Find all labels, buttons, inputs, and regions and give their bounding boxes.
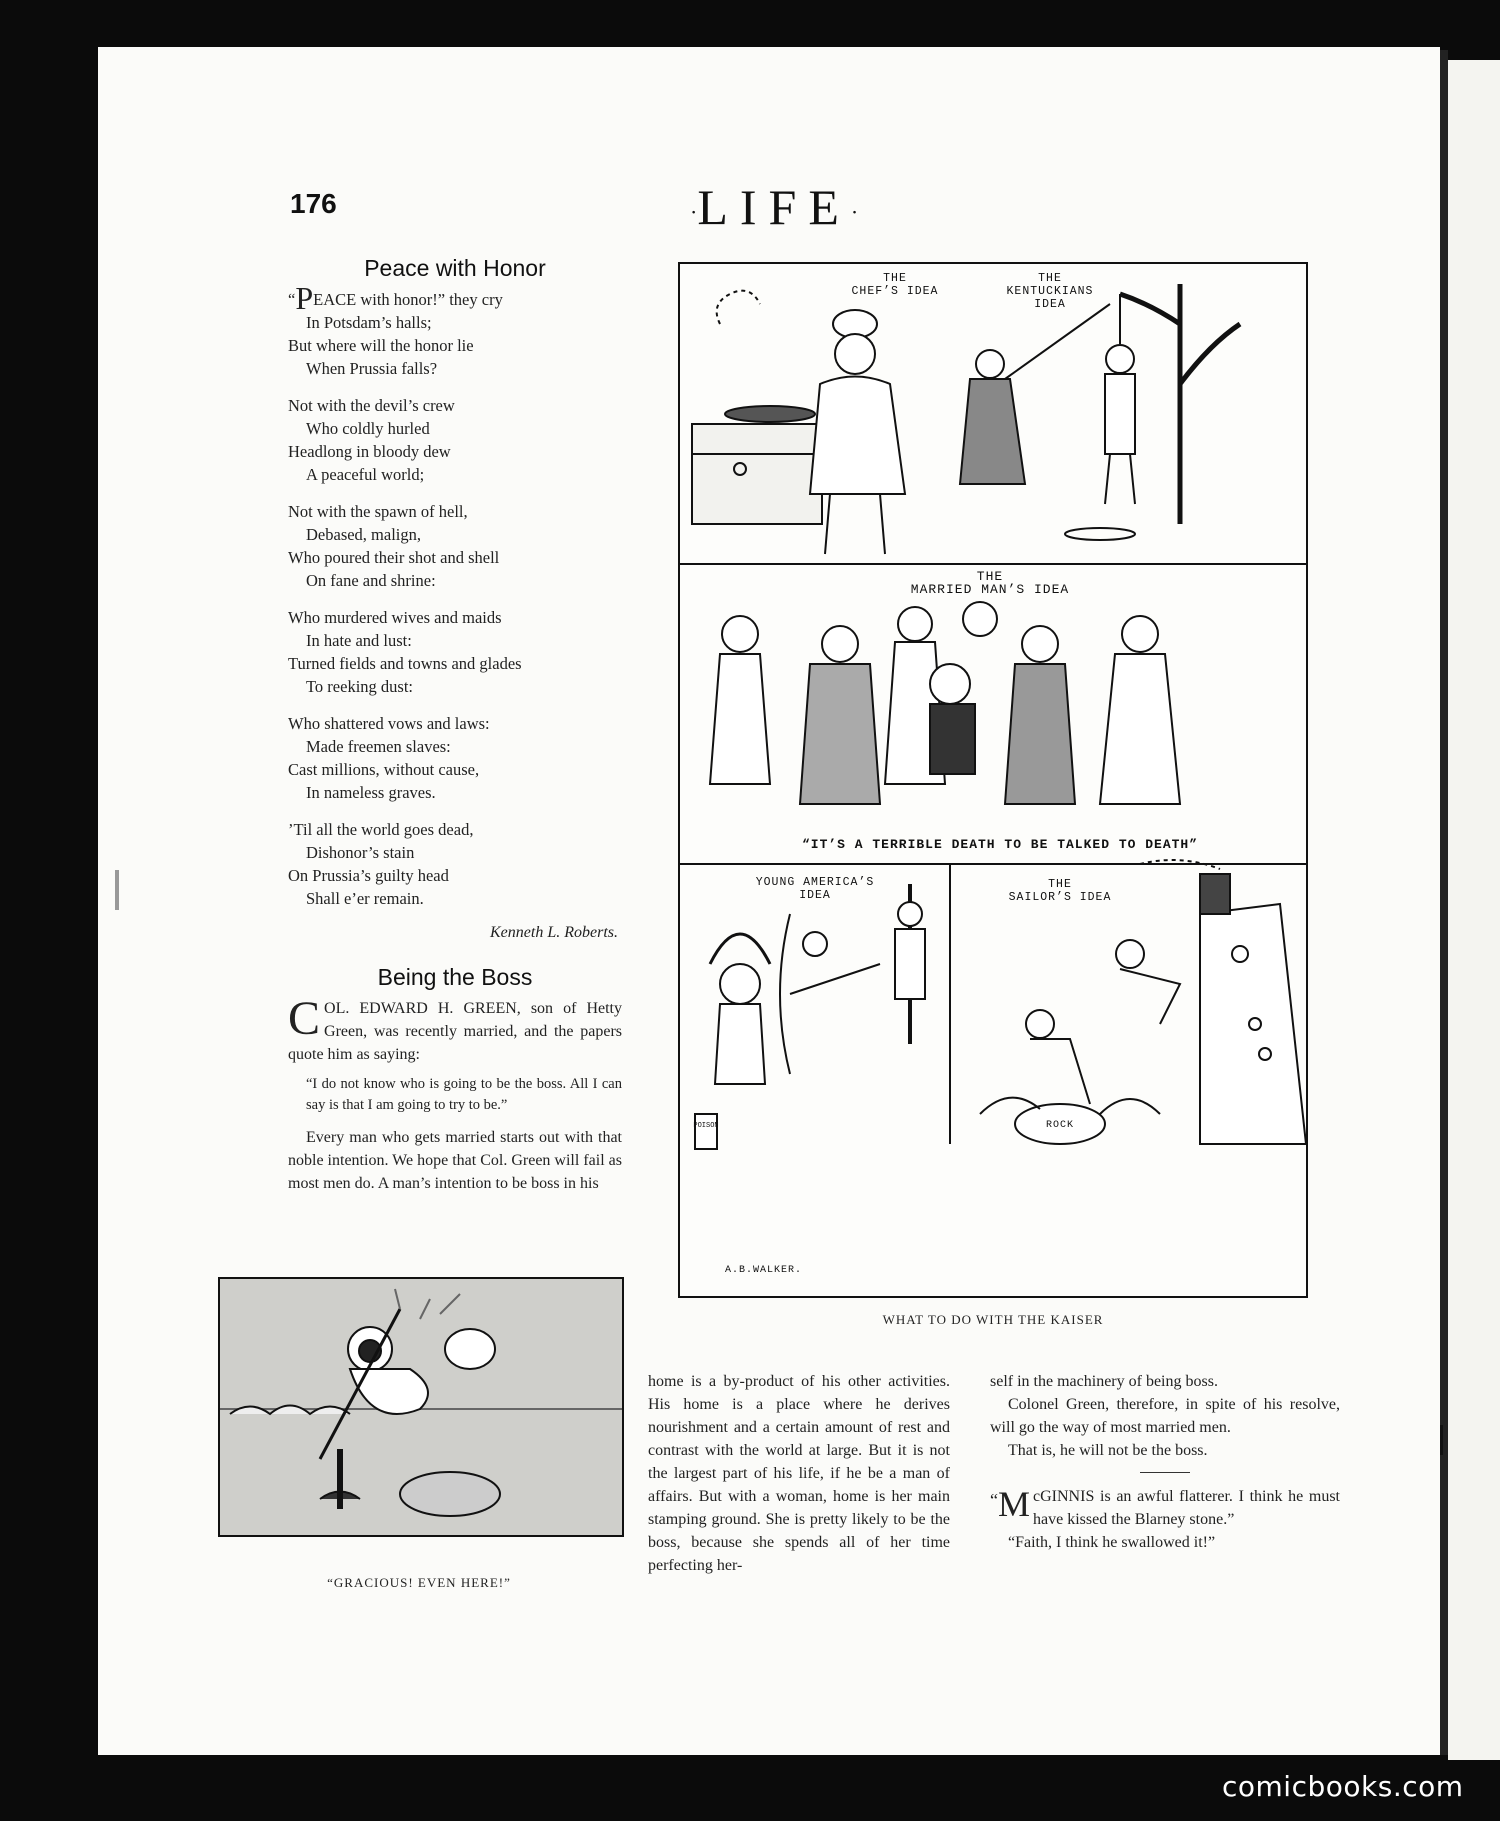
joke-open-quote: “ — [990, 1490, 998, 1510]
joke-paragraph — [990, 1485, 1340, 1531]
poem-title: Peace with Honor — [364, 255, 546, 281]
article-paragraph-1: Every man who gets married starts out with that noble intention. We hope that Col. Green will fail as most men do. A man’s intention to be boss in his — [288, 1129, 622, 1192]
poem-stanza — [288, 500, 622, 592]
label-married-idea — [840, 570, 1140, 596]
poem-line — [288, 758, 622, 781]
poem-stanza — [288, 712, 622, 804]
poem-line-text: On Prussia’s guilty head — [288, 866, 449, 885]
poem-line-text: Not with the spawn of hell, — [288, 502, 468, 521]
poem-line — [288, 334, 622, 357]
poem-line — [288, 712, 622, 735]
masthead-dot-left: · — [690, 199, 698, 225]
cartoon-caption: WHAT TO DO WITH THE KAISER — [882, 1312, 1104, 1327]
young-america-scene — [695, 884, 925, 1149]
poem-line — [288, 280, 622, 316]
joke-reply: “Faith, I think he swallowed it!” — [1008, 1534, 1216, 1551]
poem-line — [288, 357, 622, 380]
section-divider — [1140, 1472, 1190, 1473]
poem-line-text: Made freemen slaves: — [306, 737, 451, 756]
stove — [692, 424, 822, 524]
poem-line-text: Who coldly hurled — [306, 419, 430, 438]
poem-line — [288, 394, 622, 417]
poem-line-text: Who murdered wives and maids — [288, 608, 502, 627]
poem-author: Kenneth L. Roberts. — [490, 924, 618, 941]
label-rock: ROCK — [1045, 1120, 1074, 1131]
headdress — [710, 934, 770, 964]
poem-line-text: Cast millions, without cause, — [288, 760, 480, 779]
poem-line — [288, 675, 622, 698]
label-sailor-idea — [990, 878, 1130, 904]
chef-head — [835, 334, 875, 374]
poem-line-text: ’Til all the world goes dead, — [288, 820, 474, 839]
label-kentuckian-idea-text: THE KENTUCKIANS IDEA — [1006, 272, 1094, 311]
page-spine — [1440, 50, 1448, 1755]
poem-line — [288, 606, 622, 629]
poem-line-text: But where will the honor lie — [288, 336, 474, 355]
label-chef-idea — [840, 272, 950, 298]
poem-line-text: Turned fields and towns and glades — [288, 654, 522, 673]
joke-drop-cap: M — [998, 1484, 1031, 1524]
kaiser-head — [1026, 1010, 1054, 1038]
poem-body — [288, 280, 622, 910]
poem-line — [288, 781, 622, 804]
poem-line — [288, 463, 622, 486]
poem-line-text: Debased, malign, — [306, 525, 422, 544]
poem-line-text: A peaceful world; — [306, 465, 425, 484]
label-poison: POISON — [693, 1122, 719, 1130]
sailor-head — [1116, 940, 1144, 968]
article-paragraph-5: That is, he will not be the boss. — [1008, 1442, 1208, 1459]
ship — [1200, 904, 1306, 1144]
poem-line-text: Who shattered vows and laws: — [288, 714, 490, 733]
article-paragraph-2: home is a by-product of his other activities. His home is a place where he derives nourishment and a certain amount of rest and contrast with the world at large. But it is not the largest part of his life, if he be a man of affairs. But with a woman, home is her main stamping ground. She is pretty likely to be the boss, because she spends all of her time perfecting her- — [648, 1373, 950, 1574]
masthead-dot-right: · — [850, 199, 859, 225]
label-talked-to-death: “IT’S A TERRIBLE DEATH TO BE TALKED TO DEATH” — [801, 837, 1199, 852]
label-young-america-idea-text: YOUNG AMERICA’S IDEA — [755, 876, 875, 902]
poem-line-text: To reeking dust: — [306, 677, 413, 696]
tree — [1120, 284, 1240, 524]
fold-mark — [1440, 1425, 1443, 1455]
left-column — [288, 255, 622, 1195]
masthead-title: LIFE — [697, 179, 851, 235]
article-title: Being the Boss — [377, 964, 533, 990]
poem-line — [288, 569, 622, 592]
article-quote: “I do not know who is going to be the boss. All I can say is that I am going to try to be.” — [306, 1076, 622, 1113]
poem-line-text: On fane and shrine: — [306, 571, 436, 590]
poem-line-text: In hate and lust: — [306, 631, 412, 650]
cartoon-illustration — [680, 264, 1306, 1296]
poem-stanza — [288, 818, 622, 910]
label-kentuckian-idea — [980, 272, 1120, 311]
middle-column — [648, 1370, 950, 1577]
eskimo-caption: “GRACIOUS! EVEN HERE!” — [327, 1575, 511, 1590]
bird — [445, 1329, 495, 1369]
article-paragraph-3: self in the machinery of being boss. — [990, 1373, 1218, 1390]
kaiser-cartoon — [678, 262, 1308, 1298]
bow — [780, 914, 790, 1074]
right-column — [990, 1370, 1340, 1554]
frying-pan — [725, 406, 815, 422]
poem-drop-cap: P — [295, 280, 314, 316]
poem-line-text: Not with the devil’s crew — [288, 396, 455, 415]
poem-line — [288, 440, 622, 463]
article-intro — [288, 992, 622, 1066]
married-man-scene — [710, 602, 1180, 804]
drop-cap: C — [288, 992, 321, 1045]
watermark: comicbooks.com — [1222, 1770, 1464, 1803]
poem-stanza — [288, 394, 622, 486]
poem-open-quote: “ — [288, 290, 296, 309]
poem-line-text: Headlong in bloody dew — [288, 442, 451, 461]
page-number: 176 — [290, 188, 337, 219]
article-intro-text: OL. EDWARD H. GREEN, son of Hetty Green, was recently married, and the papers quote him as saying: — [288, 1000, 622, 1063]
married-man-head — [930, 664, 970, 704]
poem-line — [288, 523, 622, 546]
poem-line-text: Shall e’er remain. — [306, 889, 424, 908]
poem-line — [288, 500, 622, 523]
poem-stanza — [288, 280, 622, 380]
poem-line — [288, 546, 622, 569]
hanged-figure-head — [1106, 345, 1134, 373]
igloos — [230, 1406, 350, 1415]
poem-line — [288, 629, 622, 652]
kentuckian-head — [976, 350, 1004, 378]
poem-line-text: When Prussia falls? — [306, 359, 438, 378]
eskimo-drawing — [220, 1279, 622, 1535]
masthead — [690, 178, 858, 236]
cupid-head — [803, 932, 827, 956]
poem-line-text: In nameless graves. — [306, 783, 436, 802]
facing-page-edge — [1448, 60, 1500, 1760]
artist-signature: A.B.WALKER. — [725, 1265, 803, 1276]
poem-line — [288, 652, 622, 675]
poem-line-text: In Potsdam’s halls; — [306, 313, 432, 332]
scan-smudge — [115, 870, 119, 910]
chef-apron — [810, 377, 905, 495]
label-sailor-idea-text: THE SAILOR’S IDEA — [1008, 878, 1112, 904]
label-young-america-idea — [735, 876, 895, 902]
poem-line — [288, 841, 622, 864]
kentuckian-coat — [960, 379, 1025, 484]
label-married-idea-text: THE MARRIED MAN’S IDEA — [910, 569, 1070, 597]
poem-line — [288, 864, 622, 887]
eskimo-illustration — [218, 1277, 624, 1537]
poem-stanza — [288, 606, 622, 698]
poem-line — [288, 887, 622, 910]
poem-line — [288, 735, 622, 758]
ice-block — [400, 1472, 500, 1516]
poem-line-text: Dishonor’s stain — [306, 843, 415, 862]
joke-text: cGINNIS is an awful flatterer. I think he must have kissed the Blarney stone.” — [1033, 1488, 1340, 1528]
poem-line-text: Who poured their shot and shell — [288, 548, 500, 567]
poem-line — [288, 311, 622, 334]
poem-line — [288, 417, 622, 440]
poem-line — [288, 818, 622, 841]
article-paragraph-4: Colonel Green, therefore, in spite of his resolve, will go the way of most married men. — [990, 1396, 1340, 1436]
poem-line-text: EACE with honor!” they cry — [313, 290, 503, 309]
label-chef-idea-text: THE CHEF’S IDEA — [851, 272, 939, 298]
